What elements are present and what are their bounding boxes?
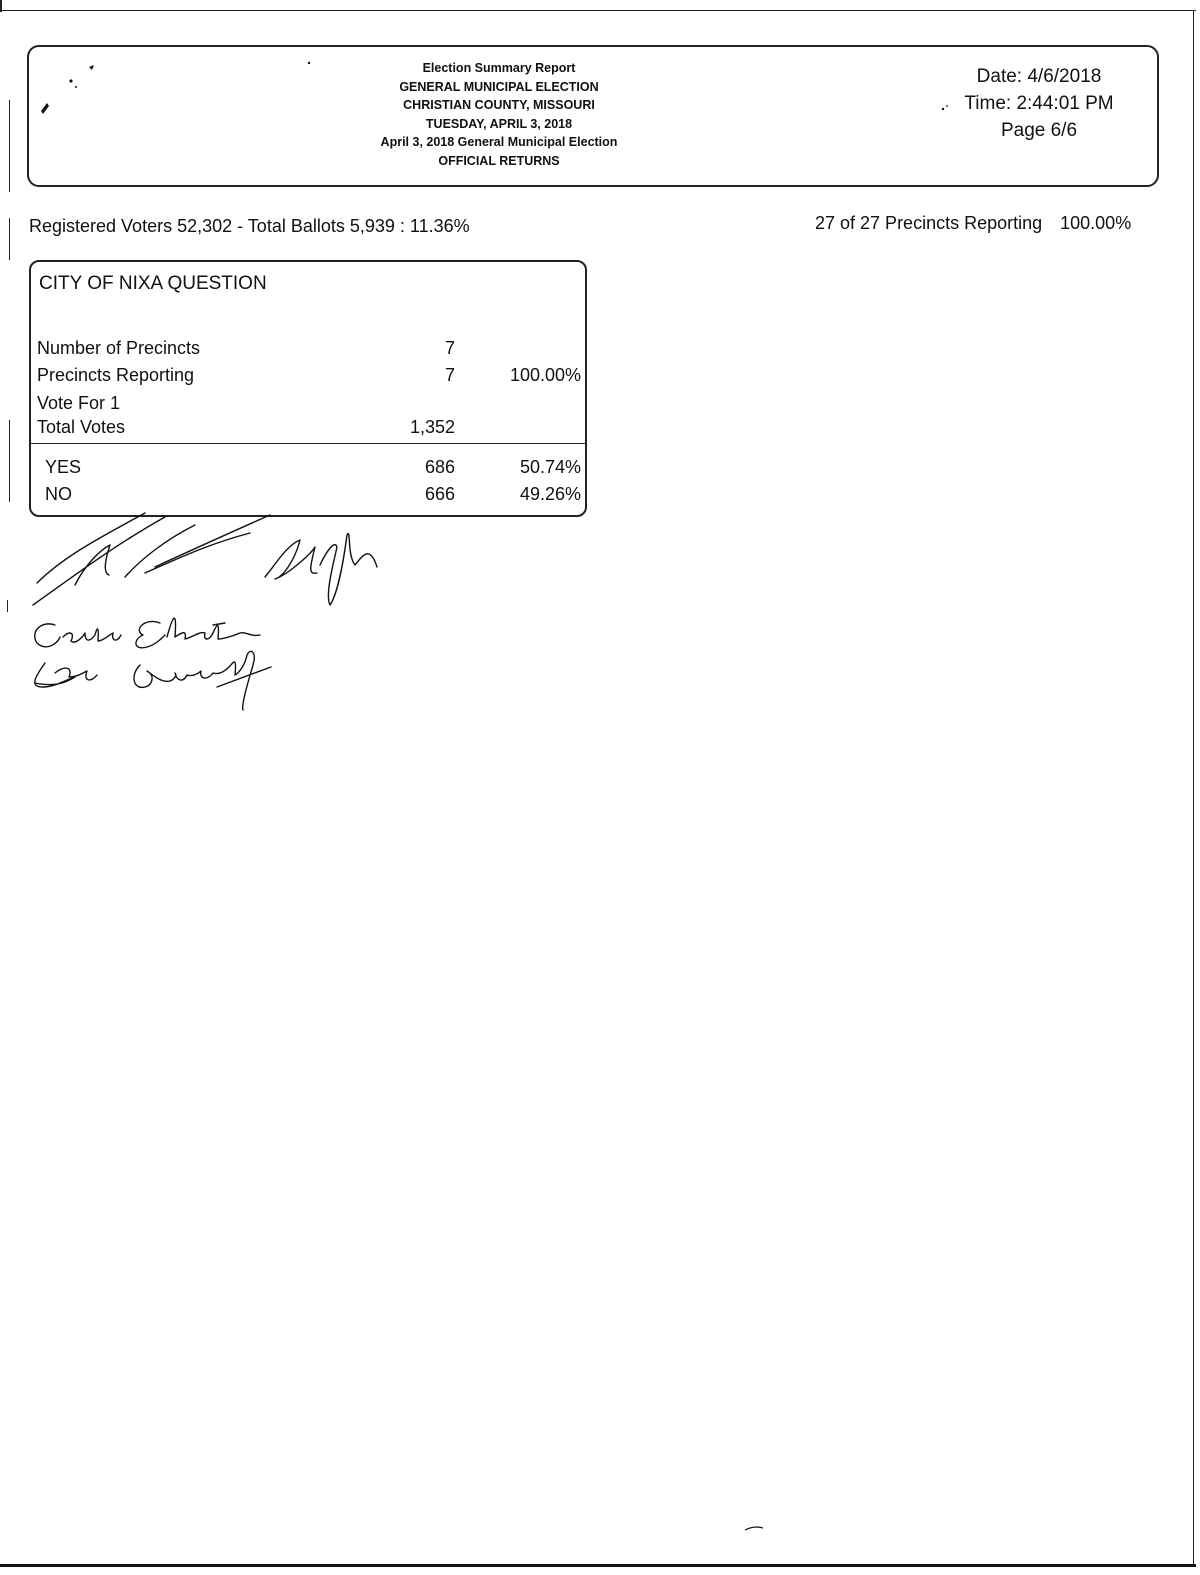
row-label: Precincts Reporting bbox=[37, 365, 195, 385]
report-date: Date: 4/6/2018 bbox=[976, 66, 1102, 87]
choice-label: NO bbox=[45, 484, 72, 504]
choice-percent: 49.26% bbox=[519, 484, 581, 504]
precincts-reporting-percent: 100.00% bbox=[1060, 213, 1132, 233]
county-name: CHRISTIAN COUNTY, MISSOURI bbox=[403, 98, 595, 112]
choice-votes: 666 bbox=[424, 484, 455, 504]
choice-row-yes bbox=[31, 457, 585, 483]
election-name: GENERAL MUNICIPAL ELECTION bbox=[399, 79, 599, 94]
choice-votes: 686 bbox=[424, 457, 455, 477]
scan-mark bbox=[9, 420, 10, 502]
report-title-block bbox=[329, 59, 669, 170]
page-edge-bottom bbox=[0, 1564, 1196, 1567]
row-label: Total Votes bbox=[37, 417, 126, 437]
row-value: 7 bbox=[444, 365, 455, 385]
election-date: TUESDAY, APRIL 3, 2018 bbox=[425, 116, 573, 131]
scan-mark bbox=[7, 600, 8, 612]
returns-type: OFFICIAL RETURNS bbox=[438, 153, 560, 168]
election-description: April 3, 2018 General Municipal Election bbox=[380, 135, 618, 149]
precincts-reporting-row bbox=[31, 365, 585, 391]
table-divider bbox=[31, 443, 585, 444]
row-value: 7 bbox=[444, 338, 455, 358]
report-meta bbox=[929, 63, 1149, 144]
scan-mark bbox=[9, 218, 10, 260]
vote-for-row bbox=[31, 393, 585, 419]
vote-for-label: Vote For 1 bbox=[37, 393, 121, 413]
precincts-reporting-text: 27 of 27 Precincts Reporting bbox=[815, 213, 1043, 233]
report-title: Election Summary Report bbox=[422, 61, 576, 75]
choice-label: YES bbox=[45, 457, 82, 477]
report-header bbox=[27, 45, 1159, 187]
precincts-reporting-summary bbox=[815, 213, 1131, 234]
contest-title: CITY OF NIXA QUESTION bbox=[39, 273, 267, 294]
scan-specks bbox=[31, 59, 111, 119]
page-number: Page 6/6 bbox=[1000, 120, 1078, 141]
scan-mark bbox=[9, 100, 10, 192]
number-of-precincts-row bbox=[31, 338, 585, 364]
row-value: 1,352 bbox=[409, 417, 455, 437]
row-percent: 100.00% bbox=[509, 365, 581, 385]
page-edge-left bbox=[0, 0, 2, 12]
report-time: Time: 2:44:01 PM bbox=[964, 93, 1114, 114]
choice-percent: 50.74% bbox=[519, 457, 581, 477]
page-edge-right bbox=[1193, 10, 1194, 1566]
scan-speck bbox=[305, 59, 315, 67]
total-votes-row bbox=[31, 417, 585, 443]
handwritten-signatures bbox=[25, 505, 405, 715]
scan-speck bbox=[743, 1524, 767, 1534]
contest-box bbox=[29, 260, 587, 517]
page-edge-top bbox=[0, 10, 1196, 11]
registered-voters-summary: Registered Voters 52,302 - Total Ballots 5,939 : 11.36% bbox=[29, 216, 470, 236]
row-label: Number of Precincts bbox=[37, 338, 201, 358]
